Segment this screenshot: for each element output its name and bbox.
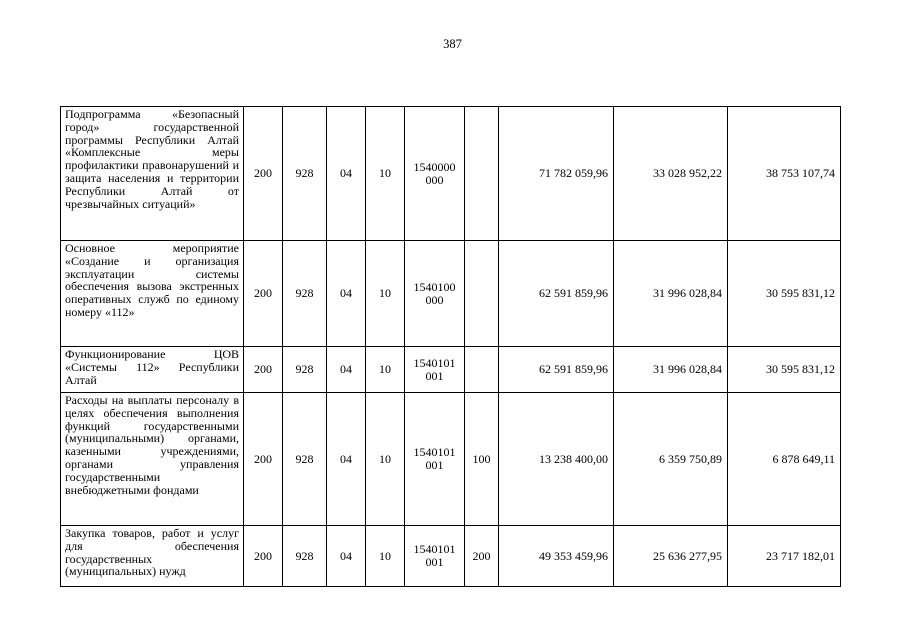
ministry-code: 928 bbox=[283, 393, 327, 526]
amount-year-2: 33 028 952,22 bbox=[614, 107, 728, 241]
target-code-part1: 1540101 bbox=[413, 355, 456, 370]
subsection-code: 10 bbox=[366, 393, 405, 526]
page-number: 387 bbox=[443, 37, 462, 51]
target-code-part2: 001 bbox=[425, 555, 444, 569]
amount-year-1: 71 782 059,96 bbox=[499, 107, 614, 241]
target-code bbox=[405, 241, 465, 347]
amount-year-3: 30 595 831,12 bbox=[728, 241, 841, 347]
ministry-code: 928 bbox=[283, 347, 327, 393]
target-code bbox=[405, 393, 465, 526]
table-row bbox=[61, 526, 841, 587]
budget-table bbox=[60, 106, 841, 587]
subsection-code: 10 bbox=[366, 526, 405, 587]
table-row bbox=[61, 347, 841, 393]
admin-code: 200 bbox=[244, 393, 283, 526]
target-code-part1: 1540000 bbox=[413, 159, 456, 174]
table-row bbox=[61, 107, 841, 241]
ministry-code: 928 bbox=[283, 526, 327, 587]
target-code-part2: 001 bbox=[425, 368, 444, 383]
row-name: Расходы на выплаты персоналу в целях обеспечения выполнения функций государственными (муниципальными) органами, казенными учреждениями, органами управления государственными внебюджетными фондами bbox=[61, 393, 244, 526]
amount-year-2: 31 996 028,84 bbox=[614, 241, 728, 347]
expense-type-code: 200 bbox=[465, 526, 499, 587]
admin-code: 200 bbox=[244, 526, 283, 587]
expense-type-code bbox=[465, 107, 499, 241]
target-code-part1: 1540101 bbox=[413, 542, 456, 557]
target-code-part2: 000 bbox=[425, 172, 444, 187]
expense-type-code bbox=[465, 241, 499, 347]
amount-year-1: 13 238 400,00 bbox=[499, 393, 614, 526]
amount-year-2: 6 359 750,89 bbox=[614, 393, 728, 526]
target-code bbox=[405, 526, 465, 587]
row-name: Подпрограмма «Безопасный город» государственной программы Республики Алтай «Комплексные меры профилактики правонарушений и защита населения и территории Республики Алтай от чрезвычайных ситуаций» bbox=[61, 107, 244, 241]
target-code bbox=[405, 107, 465, 241]
admin-code: 200 bbox=[244, 241, 283, 347]
ministry-code: 928 bbox=[283, 107, 327, 241]
table-row bbox=[61, 241, 841, 347]
amount-year-1: 62 591 859,96 bbox=[499, 347, 614, 393]
target-code bbox=[405, 347, 465, 393]
amount-year-1: 49 353 459,96 bbox=[499, 526, 614, 587]
admin-code: 200 bbox=[244, 347, 283, 393]
subsection-code: 10 bbox=[366, 241, 405, 347]
expense-type-code: 100 bbox=[465, 393, 499, 526]
section-code: 04 bbox=[327, 241, 366, 347]
section-code: 04 bbox=[327, 107, 366, 241]
amount-year-3: 23 717 182,01 bbox=[728, 526, 841, 587]
row-name: Закупка товаров, работ и услуг для обеспечения государственных (муниципальных) нужд bbox=[61, 526, 244, 587]
target-code-part2: 000 bbox=[425, 292, 444, 307]
amount-year-3: 38 753 107,74 bbox=[728, 107, 841, 241]
admin-code: 200 bbox=[244, 107, 283, 241]
amount-year-3: 30 595 831,12 bbox=[728, 347, 841, 393]
row-name: Основное мероприятие «Создание и организация эксплуатации системы обеспечения вызова экстренных оперативных служб по единому номеру «112» bbox=[61, 241, 244, 347]
target-code-part1: 1540101 bbox=[413, 445, 456, 460]
subsection-code: 10 bbox=[366, 347, 405, 393]
amount-year-1: 62 591 859,96 bbox=[499, 241, 614, 347]
amount-year-2: 25 636 277,95 bbox=[614, 526, 728, 587]
expense-type-code bbox=[465, 347, 499, 393]
target-code-part2: 001 bbox=[425, 458, 444, 472]
section-code: 04 bbox=[327, 526, 366, 587]
row-name: Функционирование ЦОВ «Системы 112» Республики Алтай bbox=[61, 347, 244, 393]
table-row bbox=[61, 393, 841, 526]
amount-year-2: 31 996 028,84 bbox=[614, 347, 728, 393]
section-code: 04 bbox=[327, 393, 366, 526]
section-code: 04 bbox=[327, 347, 366, 393]
amount-year-3: 6 878 649,11 bbox=[728, 393, 841, 526]
ministry-code: 928 bbox=[283, 241, 327, 347]
target-code-part1: 1540100 bbox=[413, 279, 456, 294]
subsection-code: 10 bbox=[366, 107, 405, 241]
